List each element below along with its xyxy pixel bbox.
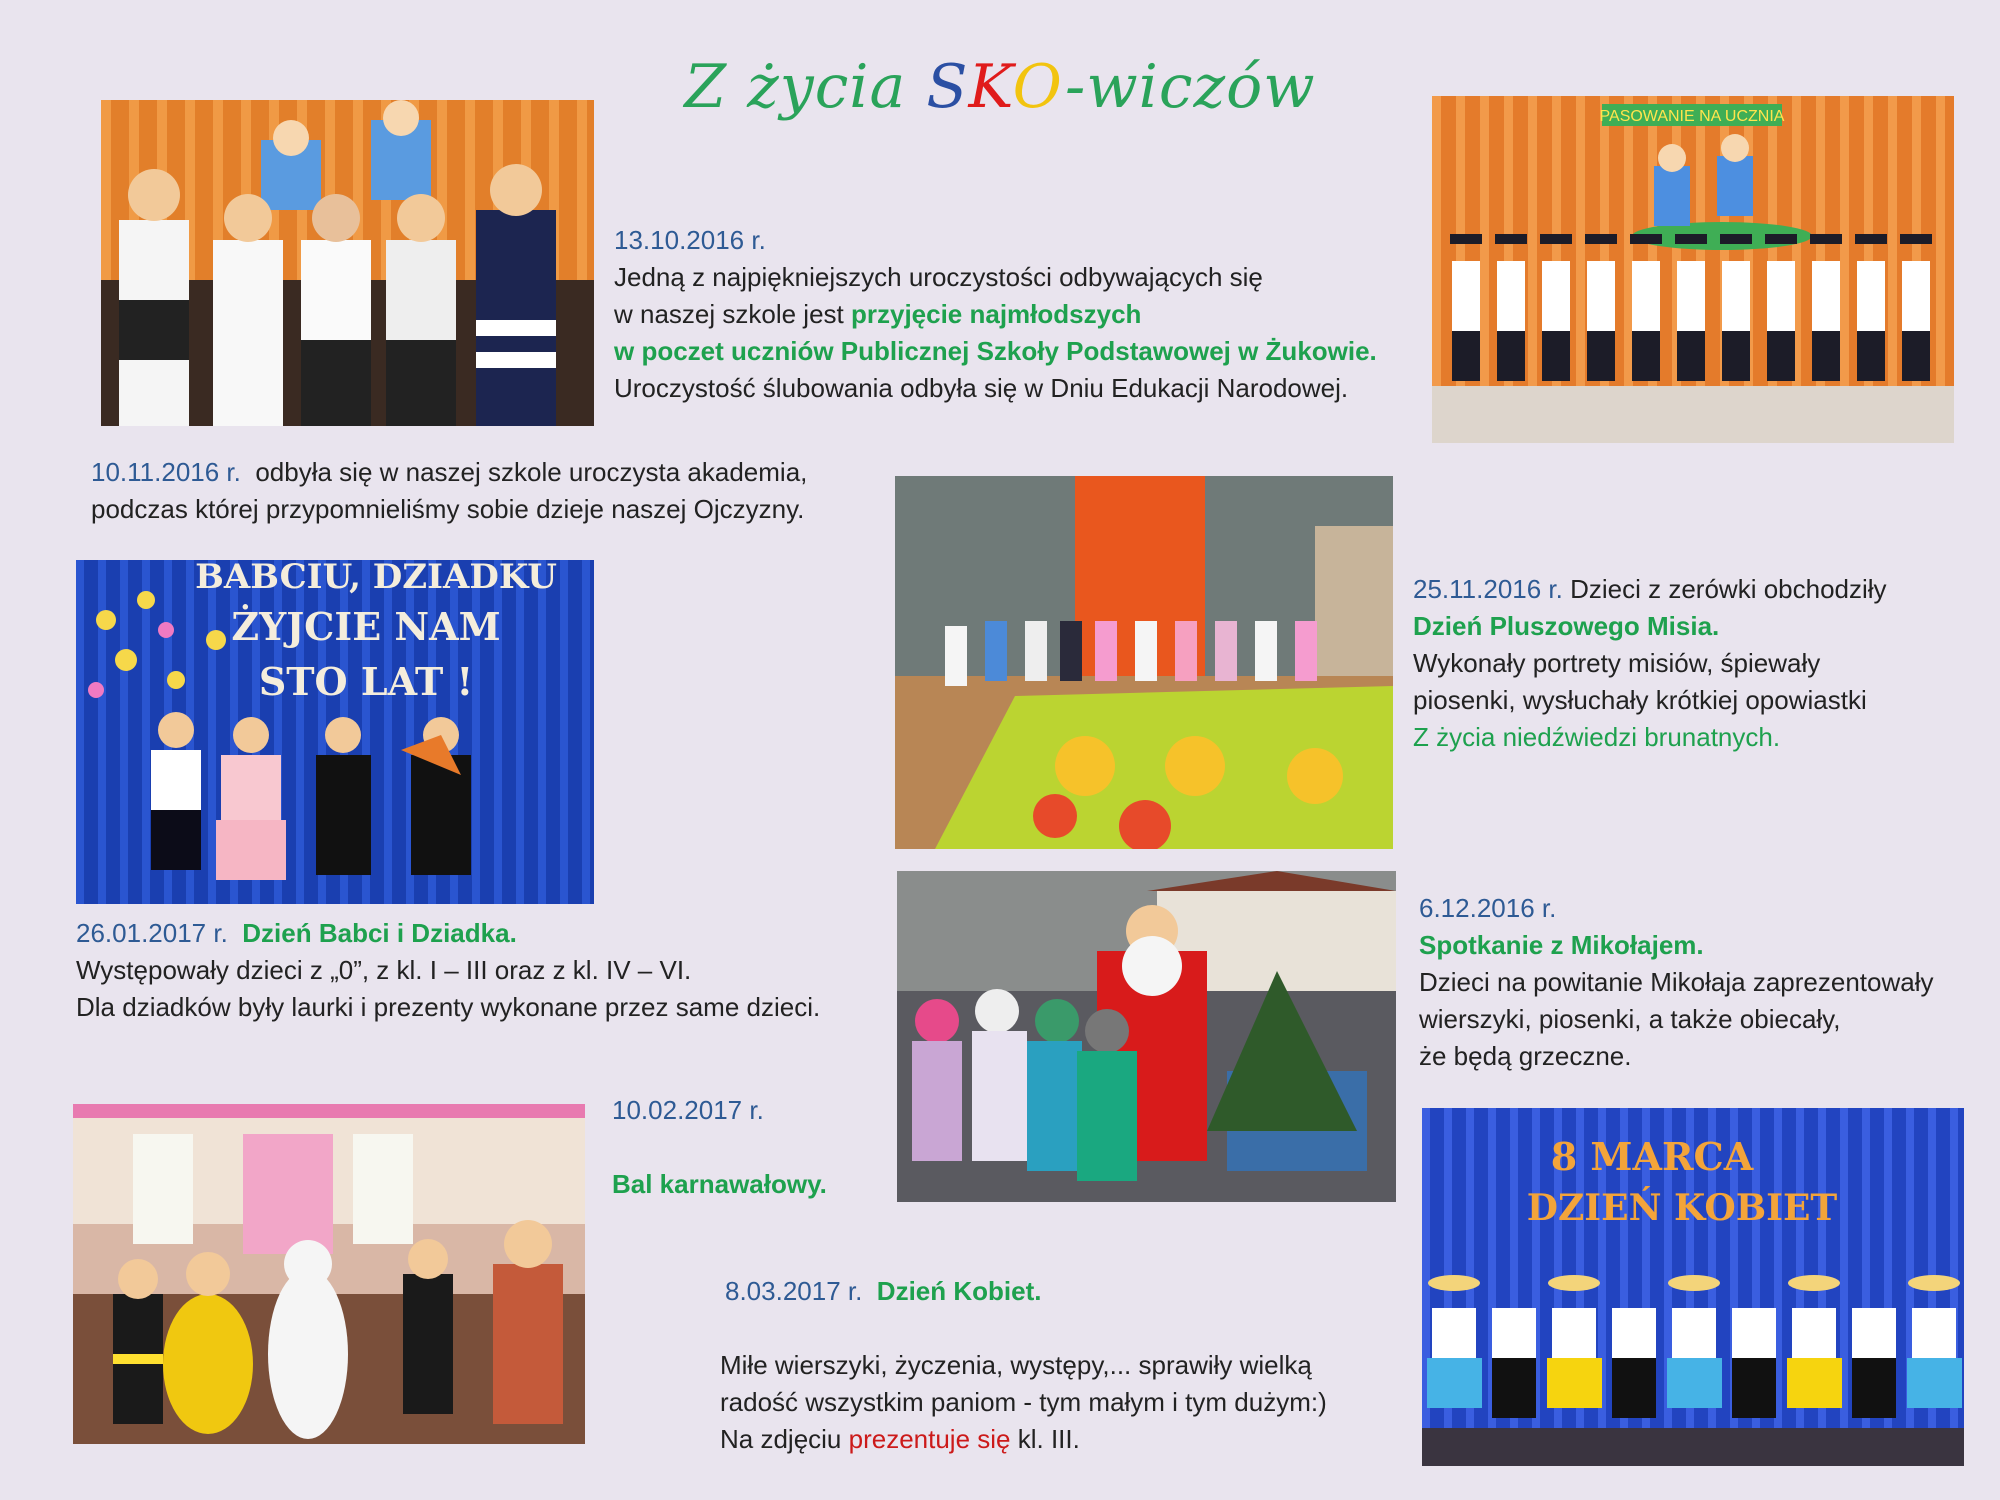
title-letter-s: S — [926, 52, 969, 122]
babcia-line2: ŻYJCIE NAM — [231, 604, 501, 649]
event3-line3: Wykonały portrety misiów, śpiewały — [1413, 648, 1821, 678]
event6-text — [612, 1092, 827, 1203]
event7-line2: radość wszystkim paniom - tym małym i tym dużym:) — [720, 1387, 1327, 1417]
event5-text — [1419, 890, 1933, 1075]
event7-line1: Miłe wierszyki, życzenia, występy,... sprawiły wielką — [720, 1350, 1312, 1380]
photo-singing-girls — [101, 100, 594, 426]
title-part1: Z życia — [684, 52, 927, 122]
event5-line1: Dzieci na powitanie Mikołaja zaprezentowały — [1419, 967, 1934, 997]
event3-line1: Dzieci z zerówki obchodziły — [1570, 574, 1887, 604]
title-letter-o: O — [1012, 52, 1066, 122]
event2-line2: podczas której przypomnieliśmy sobie dzieje naszej Ojczyzny. — [91, 494, 805, 524]
babcia-line1: BABCIU, DZIADKU — [195, 560, 557, 597]
event3-text — [1413, 571, 1887, 756]
event1-line2b: przyjęcie najmłodszych — [850, 299, 1142, 329]
photo-pasowanie — [1432, 96, 1954, 443]
photo-bal-karnawalowy — [73, 1104, 585, 1444]
photo-babcia-dziadek — [76, 560, 594, 904]
event4-line1: Występowały dzieci z „0”, z kl. I – III oraz z kl. IV – VI. — [76, 955, 692, 985]
event7-text — [720, 1273, 1327, 1458]
event5-headline: Spotkanie z Mikołajem. — [1419, 930, 1704, 960]
event3-line2: Dzień Pluszowego Misia. — [1413, 611, 1720, 641]
event6-date: 10.02.2017 r. — [612, 1095, 764, 1125]
event2-line1: odbyła się w naszej szkole uroczysta akademia, — [255, 457, 808, 487]
event2-date: 10.11.2016 r. — [91, 457, 241, 487]
event3-line5: Z życia niedźwiedzi brunatnych. — [1413, 722, 1781, 752]
event1-line1: Jedną z najpiękniejszych uroczystości odbywających się — [614, 262, 1263, 292]
kobiet-line2: DZIEŃ KOBIET — [1526, 1187, 1838, 1229]
event3-date: 25.11.2016 r. — [1413, 574, 1563, 604]
event6-headline: Bal karnawałowy. — [612, 1169, 827, 1199]
event5-line2: wierszyki, piosenki, a także obiecały, — [1419, 1004, 1841, 1034]
event7-line3a: Na zdjęciu — [720, 1424, 849, 1454]
event1-date: 13.10.2016 r. — [614, 225, 766, 255]
event1-text — [614, 222, 1377, 407]
photo-dzien-misia — [895, 476, 1393, 849]
event4-headline: Dzień Babci i Dziadka. — [242, 918, 517, 948]
event1-line4: Uroczystość ślubowania odbyła się w Dniu Edukacji Narodowej. — [614, 373, 1349, 403]
photo-dzien-kobiet — [1422, 1108, 1964, 1466]
event7-headline: Dzień Kobiet. — [876, 1276, 1042, 1306]
event7-date: 8.03.2017 r. — [725, 1276, 863, 1306]
event5-date: 6.12.2016 r. — [1419, 893, 1557, 923]
kobiet-line1: 8 MARCA — [1550, 1134, 1754, 1179]
event7-line3c: kl. III. — [1010, 1424, 1080, 1454]
event4-line2: Dla dziadków były laurki i prezenty wykonane przez same dzieci. — [76, 992, 821, 1022]
title-part2: -wiczów — [1065, 52, 1316, 122]
title-letter-k: K — [968, 52, 1013, 122]
event7-line3b: prezentuje się — [848, 1424, 1011, 1454]
event2-text — [91, 454, 807, 528]
event5-line3: że będą grzeczne. — [1419, 1041, 1632, 1071]
photo-mikolaj — [897, 871, 1396, 1202]
event1-line3: w poczet uczniów Publicznej Szkoły Podstawowej w Żukowie. — [614, 336, 1377, 366]
event3-line4: piosenki, wysłuchały krótkiej opowiastki — [1413, 685, 1867, 715]
event1-line2a: w naszej szkole jest — [614, 299, 851, 329]
event4-date: 26.01.2017 r. — [76, 918, 228, 948]
babcia-line3: STO LAT ! — [258, 659, 474, 704]
event4-text — [76, 915, 820, 1026]
pasowanie-banner: PASOWANIE NA UCZNIA — [1599, 108, 1785, 125]
